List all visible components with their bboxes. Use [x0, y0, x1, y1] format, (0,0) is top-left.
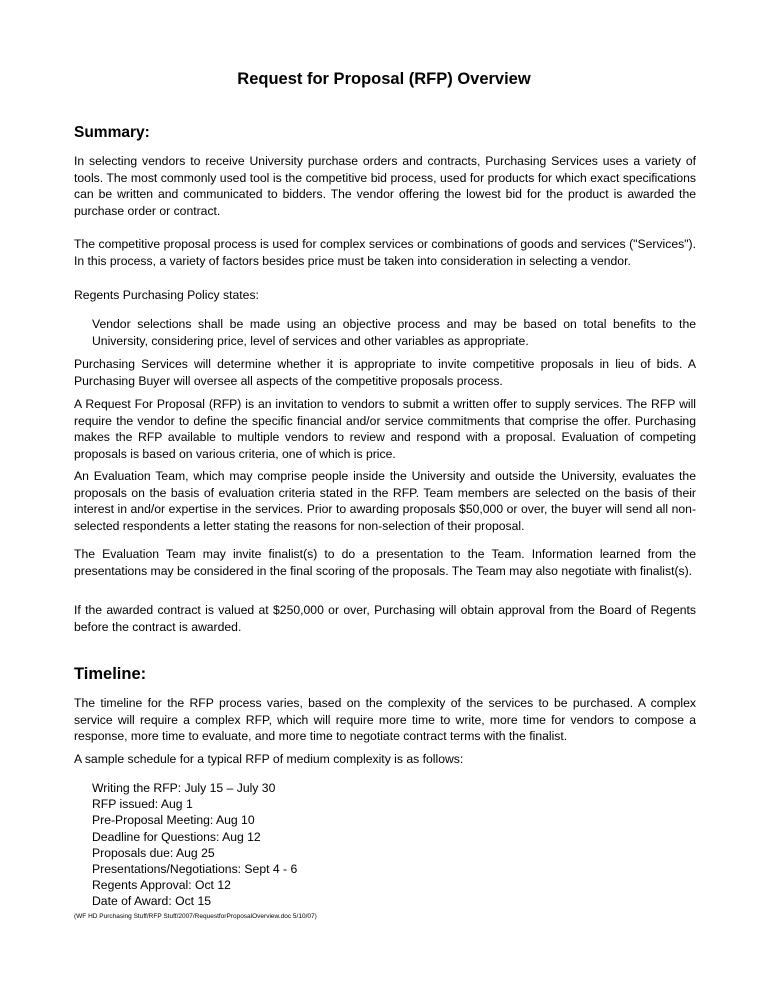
summary-paragraph: The competitive proposal process is used for complex services or combinations of goods and services ("Services"). In this process, a variety of factors besides price must be taken into consideration in selecting a vendor.: [74, 237, 696, 268]
summary-paragraph: A Request For Proposal (RFP) is an invitation to vendors to submit a written offer to supply services. The RFP will require the vendor to define the specific financial and/or service commitments that comprise the offer. Purchasing makes the RFP available to multiple vendors to review and respond with a proposal. Evaluation of competing proposals is based on various criteria, one of which is price.: [74, 397, 696, 461]
schedule-item: Writing the RFP: July 15 – July 30: [92, 781, 276, 795]
summary-paragraph: An Evaluation Team, which may comprise people inside the University and outside the University, evaluates the proposals on the basis of evaluation criteria stated in the RFP. Team members are selected on the basis of their interest in and/or expertise in the services. Prior to awarding proposals $50,000 or over, the buyer will send all non-selected respondents a letter stating the reasons for non-selection of their proposal.: [74, 469, 696, 533]
timeline-paragraph: A sample schedule for a typical RFP of medium complexity is as follows:: [74, 752, 464, 766]
schedule-item: Deadline for Questions: Aug 12: [92, 829, 261, 844]
schedule-item: Regents Approval: Oct 12: [92, 878, 231, 893]
timeline-heading: Timeline:: [74, 665, 147, 683]
summary-paragraph: The Evaluation Team may invite finalist(s) to do a presentation to the Team. Information learned from the presentations may be considered in the final scoring of the proposals. The Team may also negotiate with finalist(s).: [74, 547, 696, 578]
schedule-item: Date of Award: Oct 15: [92, 894, 212, 909]
summary-heading: Summary:: [74, 124, 150, 141]
summary-paragraph: Regents Purchasing Policy states:: [74, 288, 259, 302]
policy-quote: Vendor selections shall be made using an objective process and may be based on total benefits to the University, considering price, level of services and other variables as appropriate.: [92, 317, 696, 348]
schedule-item: Proposals due: Aug 25: [92, 845, 215, 860]
summary-paragraph: In selecting vendors to receive University purchase orders and contracts, Purchasing Services uses a variety of tools. The most commonly used tool is the competitive bid process, used for products for which exact specifications can be written and communicated to bidders. The vendor offering the lowest bid for the product is awarded the purchase order or contract.: [74, 154, 696, 218]
file-path-footer: (WF HD Purchasing Stuff/RFP Stuff/2007/RequestforProposalOverview.doc 5/10/07): [74, 913, 317, 920]
schedule-item: RFP issued: Aug 1: [92, 797, 193, 812]
summary-paragraph: Purchasing Services will determine whether it is appropriate to invite competitive proposals in lieu of bids. A Purchasing Buyer will oversee all aspects of the competitive proposals process.: [74, 357, 696, 388]
timeline-paragraph: The timeline for the RFP process varies, based on the complexity of the services to be purchased. A complex service will require a complex RFP, which will require more time to write, more time for vendors to compose a response, more time to evaluate, and more time to negotiate contract terms with the finalist.: [74, 696, 696, 743]
summary-paragraph: If the awarded contract is valued at $250,000 or over, Purchasing will obtain approval from the Board of Regents before the contract is awarded.: [74, 603, 696, 634]
document-title: Request for Proposal (RFP) Overview: [237, 70, 531, 88]
schedule-item: Presentations/Negotiations: Sept 4 - 6: [92, 862, 298, 877]
schedule-item: Pre-Proposal Meeting: Aug 10: [92, 813, 255, 828]
schedule-list: [92, 780, 297, 910]
